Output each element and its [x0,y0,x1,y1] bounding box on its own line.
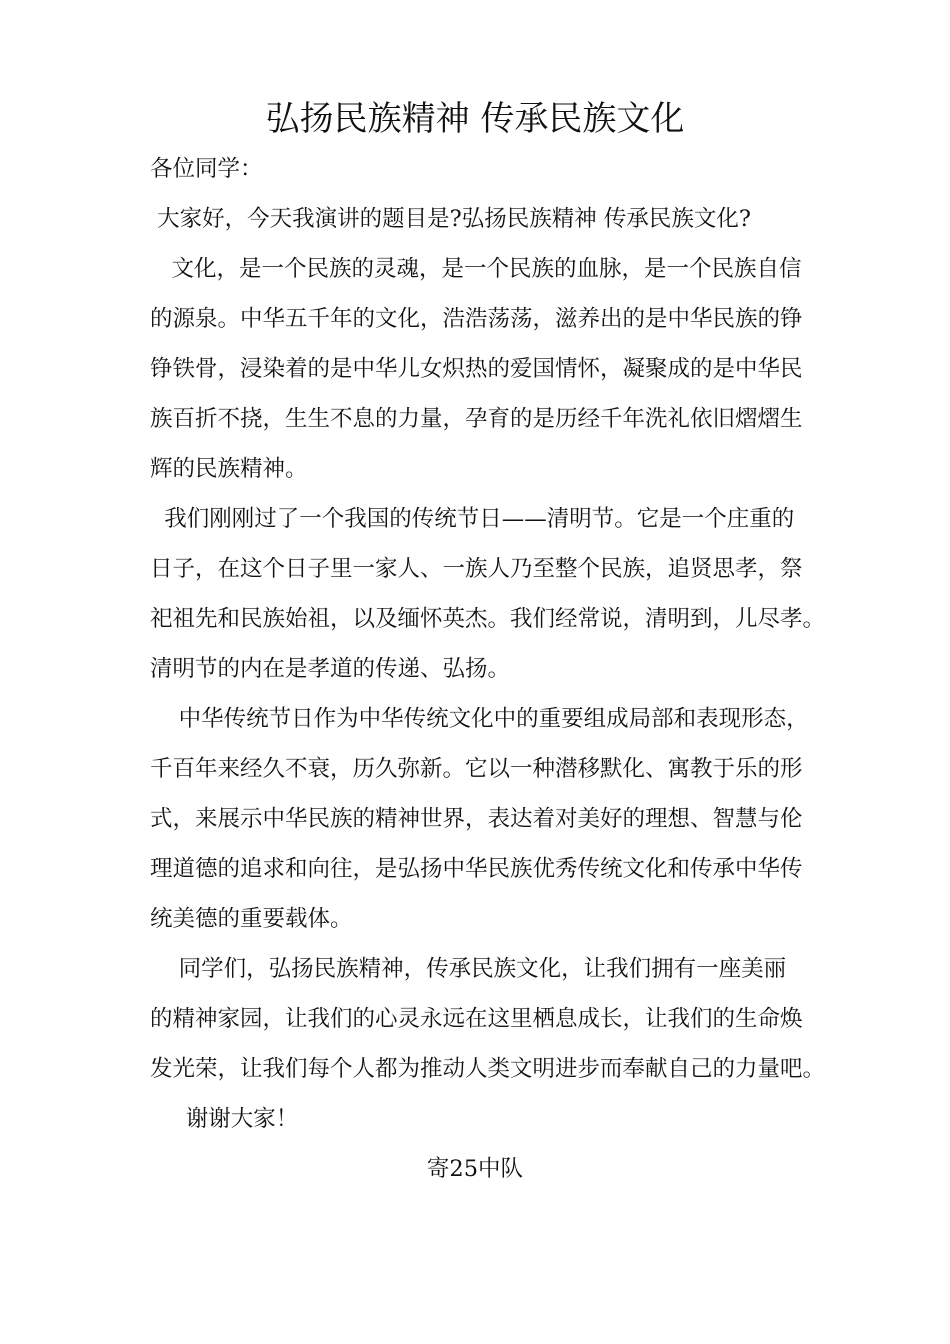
body-line: 文化，是一个民族的灵魂，是一个民族的血脉，是一个民族自信 [150,256,802,282]
body-line: 的精神家园，让我们的心灵永远在这里栖息成长，让我们的生命焕 [150,1006,803,1032]
body-line: 千百年来经久不衰，历久弥新。它以一种潜移默化、寓教于乐的形 [150,756,803,782]
document-title: 弘扬民族精神 传承民族文化 [265,99,685,139]
body-line: 清明节的内在是孝道的传递、弘扬。 [150,656,511,682]
body-line: 祀祖先和民族始祖，以及缅怀英杰。我们经常说，清明到，儿尽孝。 [150,606,826,632]
closing-thanks: 谢谢大家！ [150,1106,299,1132]
body-line: 的源泉。中华五千年的文化，浩浩荡荡，滋养出的是中华民族的铮 [150,306,803,332]
body-line: 同学们，弘扬民族精神，传承民族文化，让我们拥有一座美丽 [150,956,787,982]
salutation: 各位同学： [150,156,263,182]
body-line: 大家好，今天我演讲的题目是?弘扬民族精神 传承民族文化? [150,206,751,232]
body-line: 日子，在这个日子里一家人、一族人乃至整个民族，追贤思孝，祭 [150,556,803,582]
body-line: 族百折不挠，生生不息的力量，孕育的是历经千年洗礼依旧熠熠生 [150,406,803,432]
body-line: 发光荣，让我们每个人都为推动人类文明进步而奉献自己的力量吧。 [150,1056,826,1082]
body-line: 式，来展示中华民族的精神世界，表达着对美好的理想、智慧与伦 [150,806,803,832]
body-line: 理道德的追求和向往，是弘扬中华民族优秀传统文化和传承中华传 [150,856,803,882]
body-line: 铮铁骨，浸染着的是中华儿女炽热的爱国情怀，凝聚成的是中华民 [150,356,803,382]
body-line: 统美德的重要载体。 [150,906,353,932]
body-line: 辉的民族精神。 [150,456,308,482]
body-line: 我们刚刚过了一个我国的传统节日——清明节。它是一个庄重的 [150,506,795,532]
body-line: 中华传统节日作为中华传统文化中的重要组成局部和表现形态， [150,706,809,732]
signature: 寄25中队 [426,1156,524,1182]
